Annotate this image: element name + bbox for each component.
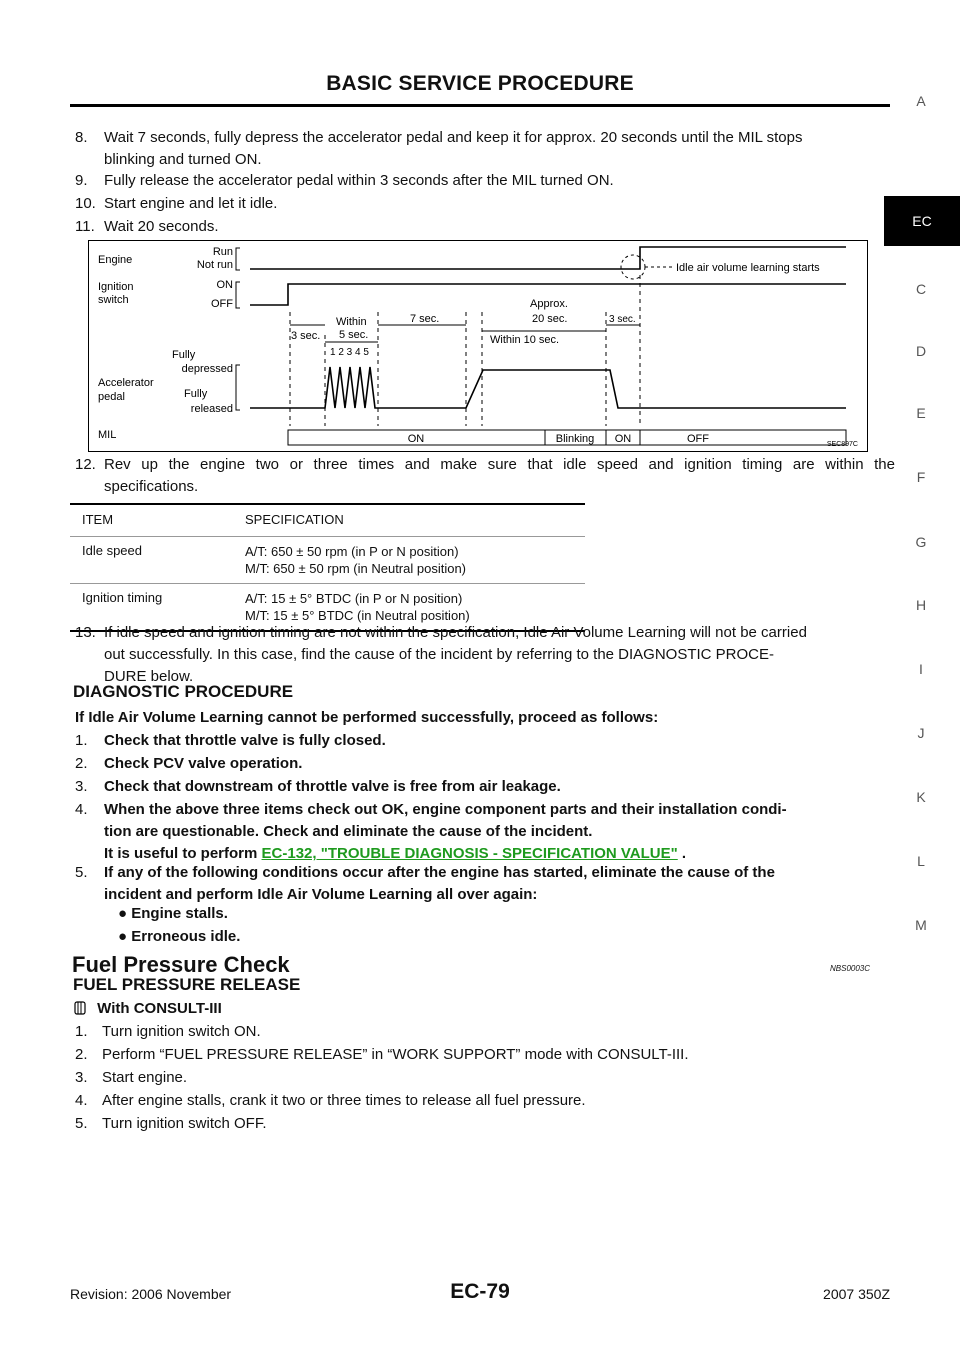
diag-line: Check that downstream of throttle valve is free from air leakage. bbox=[104, 778, 561, 795]
ec-132-link[interactable]: EC-132, "TROUBLE DIAGNOSIS - SPECIFICATION VALUE" bbox=[261, 845, 678, 862]
step-13 bbox=[75, 622, 895, 688]
spec-line: M/T: 650 ± 50 rpm (in Neutral position) bbox=[245, 561, 466, 576]
label-mil: MIL bbox=[98, 429, 117, 441]
fuel-subheading: FUEL PRESSURE RELEASE bbox=[73, 975, 301, 994]
label-accelerator: Accelerator bbox=[98, 377, 154, 389]
step-text: Turn ignition switch OFF. bbox=[102, 1115, 267, 1132]
diag-line: If any of the following conditions occur after the engine has started, eliminate the cause of the bbox=[104, 864, 775, 881]
fuel-step-3 bbox=[75, 1067, 895, 1089]
step-number: 1. bbox=[75, 1023, 88, 1040]
label-switch: switch bbox=[98, 294, 129, 306]
step-number: 5. bbox=[75, 1115, 88, 1132]
bullet-dot-icon: ● bbox=[118, 905, 128, 922]
step-10 bbox=[75, 193, 895, 215]
diag-line: When the above three items check out OK, engine component parts and their installation condi- bbox=[104, 801, 787, 818]
step-line: out successfully. In this case, find the cause of the incident by referring to the DIAGNOSTIC PROCE- bbox=[104, 646, 775, 663]
step-number: 2. bbox=[75, 755, 88, 772]
step-8 bbox=[75, 127, 895, 171]
timing-chart bbox=[88, 240, 868, 452]
label-run: Run bbox=[212, 246, 233, 258]
diag-item-4 bbox=[75, 799, 895, 865]
step-line: Start engine and let it idle. bbox=[104, 195, 278, 212]
side-index-g[interactable]: G bbox=[915, 534, 927, 550]
label-fully-b: Fully bbox=[184, 388, 208, 400]
step-number: 4. bbox=[75, 1092, 88, 1109]
interval-7sec: 7 sec. bbox=[410, 313, 440, 325]
interval-approx: Approx. bbox=[530, 298, 568, 310]
consult-line bbox=[73, 998, 222, 1023]
useful-suffix: . bbox=[681, 845, 687, 862]
bullet-erroneous-idle bbox=[118, 926, 240, 948]
fuel-step-4 bbox=[75, 1090, 895, 1112]
spec-line: A/T: 15 ± 5° BTDC (in P or N position) bbox=[245, 591, 463, 606]
interval-3sec: 3 sec. bbox=[291, 330, 321, 342]
step-number: 13. bbox=[75, 624, 96, 641]
table-row bbox=[70, 537, 585, 584]
step-number: 2. bbox=[75, 1046, 88, 1063]
side-index-d[interactable]: D bbox=[915, 343, 927, 359]
fuel-step-2 bbox=[75, 1044, 895, 1066]
interval-20sec: 20 sec. bbox=[532, 313, 568, 325]
table-cell-item: Ignition timing bbox=[82, 590, 163, 605]
step-number: 11. bbox=[75, 218, 95, 235]
side-index-h[interactable]: H bbox=[915, 597, 927, 613]
side-index-k[interactable]: K bbox=[916, 789, 926, 805]
title-divider bbox=[70, 104, 890, 107]
step-line: Wait 20 seconds. bbox=[104, 218, 219, 235]
label-ignition: Ignition bbox=[98, 281, 134, 293]
diag-line: Check PCV valve operation. bbox=[104, 755, 303, 772]
diagnostic-intro: If Idle Air Volume Learning cannot be performed successfully, proceed as follows: bbox=[75, 709, 659, 726]
step-line: If idle speed and ignition timing are not within the specification, Idle Air Volume Learning will not be carried bbox=[104, 624, 807, 641]
step-text: Start engine. bbox=[102, 1069, 188, 1086]
table-header-row bbox=[70, 505, 585, 537]
mil-state-on-2: ON bbox=[614, 433, 632, 445]
mil-state-off: OFF bbox=[687, 433, 709, 445]
step-number: 3. bbox=[75, 1069, 88, 1086]
label-released: released bbox=[190, 403, 233, 415]
label-not-run: Not run bbox=[196, 259, 233, 271]
page-title: BASIC SERVICE PROCEDURE bbox=[326, 72, 634, 95]
label-off: OFF bbox=[211, 298, 233, 310]
step-9 bbox=[75, 170, 895, 192]
label-pedal: pedal bbox=[98, 391, 125, 403]
annotation-learning-starts: Idle air volume learning starts bbox=[676, 262, 820, 274]
bullet-text: Erroneous idle. bbox=[131, 928, 241, 945]
step-11 bbox=[75, 216, 895, 238]
table-header-item: ITEM bbox=[82, 512, 114, 527]
diag-line: tion are questionable. Check and eliminate the cause of the incident. bbox=[104, 823, 593, 840]
step-line: Rev up the engine two or three times and make sure that idle speed and ignition timing are within the bbox=[104, 456, 895, 473]
step-text: Perform “FUEL PRESSURE RELEASE” in “WORK SUPPORT” mode with CONSULT-III. bbox=[102, 1046, 689, 1063]
side-index-j[interactable]: J bbox=[917, 725, 925, 741]
interval-3sec-b: 3 sec. bbox=[609, 314, 636, 325]
footer-page-number: EC-79 bbox=[450, 1280, 510, 1303]
pump-count: 1 2 3 4 5 bbox=[330, 347, 369, 358]
side-index-f[interactable]: F bbox=[916, 469, 926, 485]
figure-code: SEC897C bbox=[826, 441, 858, 448]
step-number: 5. bbox=[75, 864, 88, 881]
footer-revision: Revision: 2006 November bbox=[70, 1286, 232, 1302]
spec-line: A/T: 650 ± 50 rpm (in P or N position) bbox=[245, 544, 459, 559]
diag-item-3 bbox=[75, 776, 895, 798]
step-number: 3. bbox=[75, 778, 88, 795]
label-fully-a: Fully bbox=[172, 349, 196, 361]
footer-model: 2007 350Z bbox=[823, 1286, 890, 1302]
side-index-ec-active[interactable]: EC bbox=[884, 196, 960, 246]
diag-line: incident and perform Idle Air Volume Learning all over again: bbox=[104, 886, 538, 903]
bullet-text: Engine stalls. bbox=[131, 905, 228, 922]
step-number: 12. bbox=[75, 456, 96, 473]
step-number: 10. bbox=[75, 195, 96, 212]
consult-tool-icon bbox=[73, 1000, 89, 1023]
interval-5sec: 5 sec. bbox=[339, 329, 369, 341]
spec-line: M/T: 15 ± 5° BTDC (in Neutral position) bbox=[245, 608, 470, 623]
label-on: ON bbox=[216, 279, 233, 291]
diag-item-1 bbox=[75, 730, 895, 752]
fuel-heading: Fuel Pressure Check bbox=[72, 952, 290, 977]
step-number: 1. bbox=[75, 732, 88, 749]
step-number: 4. bbox=[75, 801, 88, 818]
consult-label: With CONSULT-III bbox=[97, 1000, 222, 1017]
diag-line: Check that throttle valve is fully closed. bbox=[104, 732, 386, 749]
table-cell-item: Idle speed bbox=[82, 543, 142, 558]
bullet-engine-stalls bbox=[118, 903, 228, 925]
fuel-step-1 bbox=[75, 1021, 895, 1043]
bullet-dot-icon: ● bbox=[118, 928, 128, 945]
mil-state-blinking: Blinking bbox=[555, 433, 595, 445]
step-text: Turn ignition switch ON. bbox=[102, 1023, 261, 1040]
label-engine: Engine bbox=[98, 254, 133, 266]
side-index-i[interactable]: I bbox=[919, 661, 923, 677]
side-index-e[interactable]: E bbox=[916, 405, 926, 421]
spec-table-grid bbox=[70, 505, 585, 632]
spec-table bbox=[70, 503, 585, 632]
step-12 bbox=[75, 454, 895, 498]
side-index-l[interactable]: L bbox=[917, 853, 925, 869]
diagnostic-heading: DIAGNOSTIC PROCEDURE bbox=[73, 682, 294, 701]
side-index-m[interactable]: M bbox=[915, 917, 927, 933]
diag-item-2 bbox=[75, 753, 895, 775]
useful-prefix: It is useful to perform bbox=[104, 845, 258, 862]
interval-within: Within bbox=[336, 316, 367, 328]
step-line: Wait 7 seconds, fully depress the accelerator pedal and keep it for approx. 20 seconds until the MIL stops bbox=[104, 129, 803, 146]
label-depressed: depressed bbox=[181, 363, 233, 375]
table-cell-spec bbox=[245, 537, 585, 584]
step-line: DURE below. bbox=[104, 668, 194, 685]
mil-state-on: ON bbox=[407, 433, 425, 445]
side-index-a[interactable]: A bbox=[916, 93, 926, 109]
step-number: 9. bbox=[75, 172, 88, 189]
step-line: specifications. bbox=[104, 478, 199, 495]
interval-within10: Within 10 sec. bbox=[490, 334, 560, 346]
step-number: 8. bbox=[75, 129, 88, 146]
step-text: After engine stalls, crank it two or three times to release all fuel pressure. bbox=[102, 1092, 586, 1109]
side-index-c[interactable]: C bbox=[915, 281, 927, 297]
section-ref-code: NBS0003C bbox=[830, 964, 871, 973]
table-header-spec: SPECIFICATION bbox=[245, 512, 344, 527]
step-line: blinking and turned ON. bbox=[104, 151, 262, 168]
step-line: Fully release the accelerator pedal within 3 seconds after the MIL turned ON. bbox=[104, 172, 614, 189]
fuel-step-5 bbox=[75, 1113, 895, 1135]
diag-item-5 bbox=[75, 862, 895, 906]
